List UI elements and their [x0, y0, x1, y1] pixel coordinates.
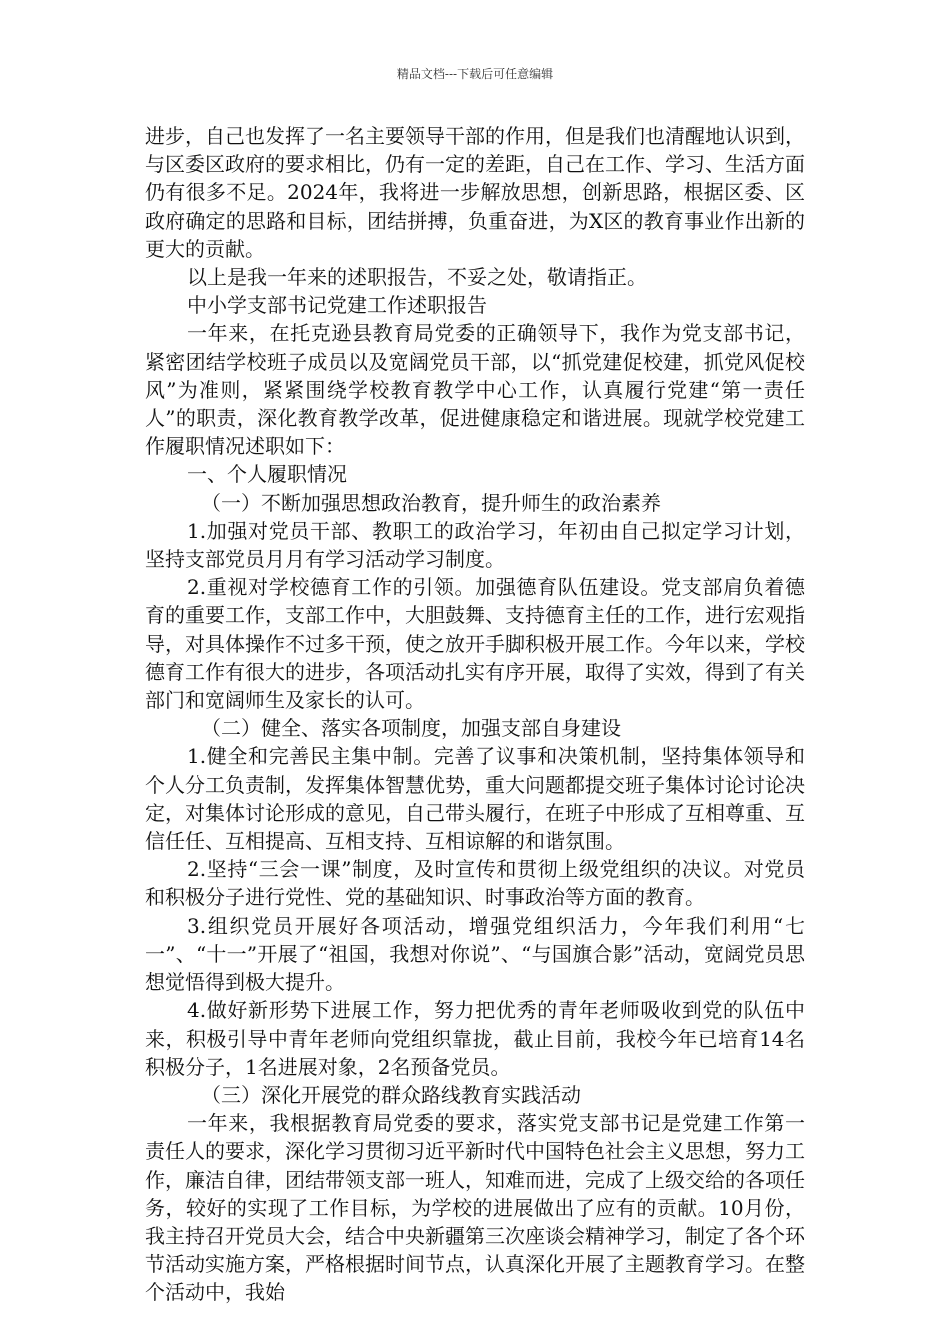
paragraph-item-3-1: 一年来，我根据教育局党委的要求，落实党支部书记是党建工作第一责任人的要求，深化学习贯彻习近平新时代中国特色社会主义思想，努力工作，廉洁自律，团结带领支部一班人，知难而进，完成了上级交给的各项任务，较好的实现了工作目标，为学校的进展做出了应有的贡献。10月份，我主持召开党员大会，结合中央新疆第三次座谈会精神学习，制定了各个环节活动实施方案，严格根据时间节点，认真深化开展了主题教育学习。在整个活动中，我始 [145, 1111, 805, 1305]
paragraph-item-2-4: 4.做好新形势下进展工作，努力把优秀的青年老师吸收到党的队伍中来，积极引导中青年老师向党组织靠拢，截止目前，我校今年已培育14名积极分子，1名进展对象，2名预备党员。 [145, 998, 805, 1079]
paragraph-intro: 一年来，在托克逊县教育局党委的正确领导下，我作为党支部书记，紧密团结学校班子成员以及宽阔党员干部，以“抓党建促校建，抓党风促校风”为准则，紧紧围绕学校教育教学中心工作，认真履行党建“第一责任人”的职责，深化教育教学改革，促进健康稳定和谐进展。现就学校党建工作履职情况述职如下： [145, 321, 805, 459]
paragraph-1: 进步，自己也发挥了一名主要领导干部的作用，但是我们也清醒地认识到，与区委区政府的要求相比，仍有一定的差距，自己在工作、学习、生活方面仍有很多不足。2024年，我将进一步解放思想，创新思路，根据区委、区政府确定的思路和目标，团结拼搏，负重奋进，为X区的教育事业作出新的更大的贡献。 [145, 124, 805, 261]
section-heading-1: 一、个人履职情况 [187, 462, 347, 487]
report-title: 中小学支部书记党建工作述职报告 [187, 293, 487, 318]
subsection-heading-3: （三）深化开展党的群众路线教育实践活动 [201, 1082, 581, 1107]
paragraph-item-1-2: 2.重视对学校德育工作的引领。加强德育队伍建设。党支部肩负着德育的重要工作，支部工作中，大胆鼓舞、支持德育主任的工作，进行宏观指导，对具体操作不过多干预，使之放开手脚积极开展工作。今年以来，学校德育工作有很大的进步，各项活动扎实有序开展，取得了实效，得到了有关部门和宽阔师生及家长的认可。 [145, 575, 805, 713]
paragraph-item-2-1: 1.健全和完善民主集中制。完善了议事和决策机制，坚持集体领导和个人分工负责制，发挥集体智慧优势，重大问题都提交班子集体讨论讨论决定，对集体讨论形成的意见，自己带头履行，在班子中形成了互相尊重、互信任任、互相提高、互相支持、互相谅解的和谐氛围。 [145, 744, 805, 854]
paragraph-item-2-2: 2.坚持“三会一课”制度，及时宣传和贯彻上级党组织的决议。对党员和积极分子进行党性、党的基础知识、时事政治等方面的教育。 [145, 857, 805, 910]
subsection-heading-1: （一）不断加强思想政治教育，提升师生的政治素养 [201, 490, 661, 515]
document-body [145, 122, 805, 1307]
paragraph-2: 以上是我一年来的述职报告，不妥之处，敬请指正。 [187, 265, 647, 290]
paragraph-item-2-3: 3.组织党员开展好各项活动，增强党组织活力，今年我们利用“七一”、“十一”开展了“祖国，我想对你说”、“与国旗合影”活动，宽阔党员思想觉悟得到极大提升。 [145, 913, 805, 995]
paragraph-item-1-1: 1.加强对党员干部、教职工的政治学习，年初由自己拟定学习计划，坚持支部党员月月有学习活动学习制度。 [145, 518, 805, 572]
page-header: 精品文档---下载后可任意编辑 [396, 67, 554, 81]
subsection-heading-2: （二）健全、落实各项制度，加强支部自身建设 [201, 716, 621, 741]
